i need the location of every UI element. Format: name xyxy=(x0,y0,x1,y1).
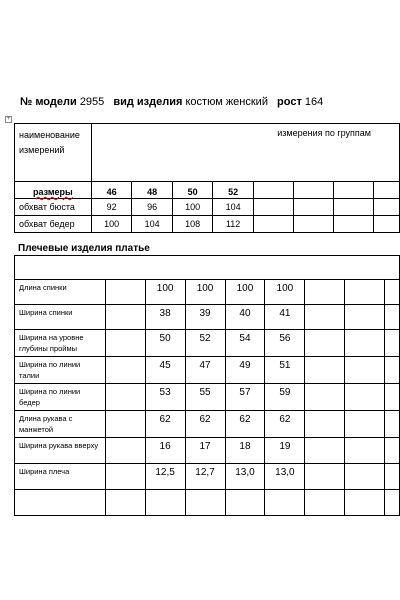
measurement-name-header: наименование измерений xyxy=(15,124,92,182)
empty-cell xyxy=(15,490,106,516)
value-cell: 100 xyxy=(225,280,265,305)
table-row xyxy=(15,464,400,490)
row-label: Ширина по линии бедер xyxy=(15,384,106,411)
value-cell: 39 xyxy=(185,305,225,330)
empty-cell xyxy=(265,490,305,516)
empty-cell xyxy=(305,357,345,384)
value-cell: 108 xyxy=(172,216,213,233)
empty-cell xyxy=(385,438,400,464)
value-cell: 100 xyxy=(172,199,213,216)
value-cell: 100 xyxy=(185,280,225,305)
empty-cell xyxy=(305,438,345,464)
empty-cell xyxy=(145,490,185,516)
empty-cell xyxy=(345,464,385,490)
empty-cell xyxy=(385,490,400,516)
empty-cell xyxy=(334,199,374,216)
model-info-line xyxy=(20,96,323,108)
value-cell: 18 xyxy=(225,438,265,464)
table-row xyxy=(15,411,400,438)
type-value: костюм женский xyxy=(185,96,268,108)
empty-cell xyxy=(253,182,293,199)
table-row xyxy=(15,305,400,330)
row-label: Длина спинки xyxy=(15,280,106,305)
table-row xyxy=(15,438,400,464)
row-label: Ширина по линии талии xyxy=(15,357,106,384)
empty-cell xyxy=(105,280,145,305)
empty-cell xyxy=(305,280,345,305)
height-value: 164 xyxy=(304,96,324,108)
value-cell: 47 xyxy=(185,357,225,384)
size-cell: 46 xyxy=(91,182,132,199)
empty-cell xyxy=(294,216,334,233)
table-row xyxy=(15,384,400,411)
empty-cell xyxy=(385,305,400,330)
empty-cell xyxy=(345,305,385,330)
value-cell: 104 xyxy=(213,199,254,216)
table-row xyxy=(15,216,400,233)
sizes-label: размеры xyxy=(15,182,92,199)
model-label: № модели xyxy=(20,96,77,108)
value-cell: 12,5 xyxy=(145,464,185,490)
row-label: Ширина спинки xyxy=(15,305,106,330)
value-cell: 92 xyxy=(91,199,132,216)
empty-cell xyxy=(105,357,145,384)
table-row xyxy=(15,199,400,216)
value-cell: 52 xyxy=(185,330,225,357)
value-cell: 62 xyxy=(265,411,305,438)
empty-cell xyxy=(374,199,400,216)
empty-cell xyxy=(334,216,374,233)
empty-cell xyxy=(253,216,293,233)
size-cell: 52 xyxy=(213,182,254,199)
empty-cell xyxy=(374,182,400,199)
measurements-table xyxy=(14,123,400,233)
value-cell: 41 xyxy=(265,305,305,330)
value-cell: 62 xyxy=(185,411,225,438)
table-row xyxy=(15,357,400,384)
empty-cell xyxy=(345,357,385,384)
row-label: Ширина на уровне глубины проймы xyxy=(15,330,106,357)
row-label: Ширина плеча xyxy=(15,464,106,490)
garment-table xyxy=(14,255,400,516)
row-label: Длина рукава с манжетой xyxy=(15,411,106,438)
value-cell: 40 xyxy=(225,305,265,330)
value-cell: 53 xyxy=(145,384,185,411)
empty-cell xyxy=(305,411,345,438)
value-cell: 54 xyxy=(225,330,265,357)
value-cell: 57 xyxy=(225,384,265,411)
value-cell: 12,7 xyxy=(185,464,225,490)
size-cell: 48 xyxy=(132,182,173,199)
empty-cell xyxy=(305,464,345,490)
value-cell: 19 xyxy=(265,438,305,464)
empty-cell xyxy=(305,305,345,330)
value-cell: 55 xyxy=(185,384,225,411)
value-cell: 13,0 xyxy=(225,464,265,490)
empty-cell xyxy=(305,384,345,411)
value-cell: 112 xyxy=(213,216,254,233)
groups-header: измерения по группам xyxy=(91,124,399,182)
value-cell: 59 xyxy=(265,384,305,411)
value-cell: 51 xyxy=(265,357,305,384)
row-label: обхват бедер xyxy=(15,216,92,233)
size-cell: 50 xyxy=(172,182,213,199)
empty-cell xyxy=(105,438,145,464)
empty-cell xyxy=(385,280,400,305)
row-label: обхват бюста xyxy=(15,199,92,216)
empty-cell xyxy=(334,182,374,199)
model-value: 2955 xyxy=(79,96,105,108)
empty-cell xyxy=(305,330,345,357)
empty-cell xyxy=(345,280,385,305)
empty-cell xyxy=(385,464,400,490)
value-cell: 13,0 xyxy=(265,464,305,490)
empty-header-cell xyxy=(15,256,400,280)
sizes-row xyxy=(15,182,400,199)
empty-cell xyxy=(345,411,385,438)
value-cell: 104 xyxy=(132,216,173,233)
table-row xyxy=(15,330,400,357)
value-cell: 49 xyxy=(225,357,265,384)
value-cell: 96 xyxy=(132,199,173,216)
empty-cell xyxy=(294,199,334,216)
table-row xyxy=(15,280,400,305)
empty-cell xyxy=(374,216,400,233)
height-label: рост xyxy=(277,96,302,108)
empty-cell xyxy=(385,411,400,438)
empty-cell xyxy=(105,411,145,438)
empty-cell xyxy=(305,490,345,516)
empty-cell xyxy=(105,330,145,357)
value-cell: 45 xyxy=(145,357,185,384)
value-cell: 100 xyxy=(91,216,132,233)
value-cell: 50 xyxy=(145,330,185,357)
value-cell: 17 xyxy=(185,438,225,464)
empty-cell xyxy=(345,438,385,464)
value-cell: 16 xyxy=(145,438,185,464)
empty-cell xyxy=(345,490,385,516)
value-cell: 38 xyxy=(145,305,185,330)
section-title: Плечевые изделия платье xyxy=(18,243,150,254)
empty-cell xyxy=(385,357,400,384)
table-move-handle-icon[interactable]: + xyxy=(6,116,11,122)
empty-cell xyxy=(253,199,293,216)
empty-cell xyxy=(385,330,400,357)
empty-cell xyxy=(385,384,400,411)
empty-cell xyxy=(294,182,334,199)
row-label: Ширина рукава вверху xyxy=(15,438,106,464)
value-cell: 100 xyxy=(145,280,185,305)
table-row xyxy=(15,490,400,516)
value-cell: 62 xyxy=(225,411,265,438)
value-cell: 100 xyxy=(265,280,305,305)
value-cell: 56 xyxy=(265,330,305,357)
table-header-row xyxy=(15,256,400,280)
empty-cell xyxy=(185,490,225,516)
type-label: вид изделия xyxy=(113,96,183,108)
empty-cell xyxy=(105,384,145,411)
empty-cell xyxy=(105,305,145,330)
empty-cell xyxy=(345,384,385,411)
empty-cell xyxy=(225,490,265,516)
empty-cell xyxy=(105,464,145,490)
empty-cell xyxy=(345,330,385,357)
value-cell: 62 xyxy=(145,411,185,438)
empty-cell xyxy=(105,490,145,516)
